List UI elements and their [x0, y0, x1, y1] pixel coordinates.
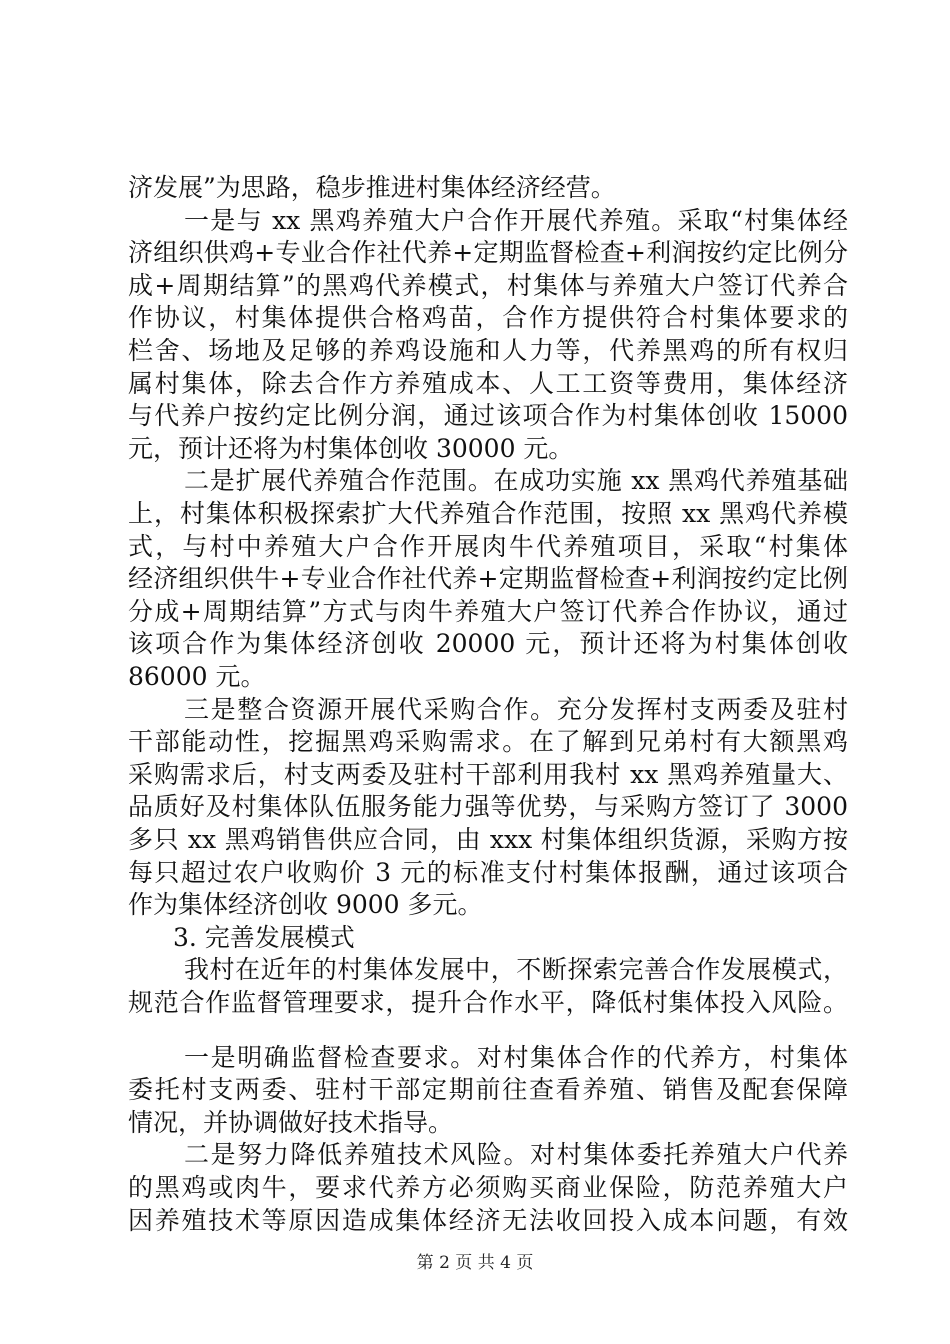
paragraph-line: 作为集体经济创收 9000 多元。 — [128, 890, 483, 919]
section-heading: 3. 完善发展模式 — [173, 923, 355, 952]
page-number-footer: 第 2 页 共 4 页 — [416, 1253, 534, 1273]
paragraph-line: 分成+周期结算”方式与肉牛养殖大户签订代养合作协议，通过 — [128, 597, 848, 626]
paragraph-line: 济发展”为思路，稳步推进村集体经济经营。 — [128, 173, 616, 202]
paragraph-line: 每只超过农户收购价 3 元的标准支付村集体报酬，通过该项合 — [128, 858, 848, 887]
paragraph-line: 采购需求后，村支两委及驻村干部利用我村 xx 黑鸡养殖量大、 — [128, 760, 848, 789]
paragraph-line: 一是明确监督检查要求。对村集体合作的代养方，村集体 — [184, 1043, 848, 1072]
paragraph-line: 经济组织供牛+专业合作社代养+定期监督检查+利润按约定比例 — [128, 564, 848, 593]
paragraph-line: 情况，并协调做好技术指导。 — [128, 1108, 454, 1137]
paragraph-line: 因养殖技术等原因造成集体经济无法收回投入成本问题，有效 — [128, 1206, 848, 1235]
paragraph-line: 二是扩展代养殖合作范围。在成功实施 xx 黑鸡代养殖基础 — [184, 466, 848, 495]
paragraph-line: 我村在近年的村集体发展中，不断探索完善合作发展模式， — [184, 955, 848, 984]
paragraph-line: 的黑鸡或肉牛，要求代养方必须购买商业保险，防范养殖大户 — [128, 1173, 848, 1202]
paragraph-line: 一是与 xx 黑鸡养殖大户合作开展代养殖。采取“村集体经 — [184, 206, 848, 235]
paragraph-line: 86000 元。 — [128, 662, 266, 691]
paragraph-line: 与代养户按约定比例分润，通过该项合作为村集体创收 15000 — [128, 401, 848, 430]
paragraph-line: 规范合作监督管理要求，提升合作水平，降低村集体投入风险。 — [128, 988, 848, 1017]
paragraph-line: 多只 xx 黑鸡销售供应合同，由 xxx 村集体组织货源，采购方按 — [128, 825, 848, 854]
paragraph-line: 作协议，村集体提供合格鸡苗，合作方提供符合村集体要求的 — [128, 303, 848, 332]
paragraph-line: 三是整合资源开展代采购合作。充分发挥村支两委及驻村 — [184, 695, 848, 724]
paragraph-line: 元，预计还将为村集体创收 30000 元。 — [128, 434, 574, 463]
paragraph-line: 成+周期结算”的黑鸡代养模式，村集体与养殖大户签订代养合 — [128, 271, 848, 300]
paragraph-line: 品质好及村集体队伍服务能力强等优势，与采购方签订了 3000 — [128, 792, 848, 821]
paragraph-line: 上，村集体积极探索扩大代养殖合作范围，按照 xx 黑鸡代养模 — [128, 499, 848, 528]
paragraph-line: 委托村支两委、驻村干部定期前往查看养殖、销售及配套保障 — [128, 1075, 848, 1104]
paragraph-line: 栏舍、场地及足够的养鸡设施和人力等，代养黑鸡的所有权归 — [128, 336, 848, 365]
paragraph-line: 该项合作为集体经济创收 20000 元，预计还将为村集体创收 — [128, 629, 848, 658]
paragraph-line: 济组织供鸡+专业合作社代养+定期监督检查+利润按约定比例分 — [128, 238, 848, 267]
paragraph-line: 干部能动性，挖掘黑鸡采购需求。在了解到兄弟村有大额黑鸡 — [128, 727, 848, 756]
paragraph-line: 式，与村中养殖大户合作开展肉牛代养殖项目，采取“村集体 — [128, 532, 848, 561]
paragraph-line: 二是努力降低养殖技术风险。对村集体委托养殖大户代养 — [184, 1140, 848, 1169]
paragraph-line: 属村集体，除去合作方养殖成本、人工工资等费用，集体经济 — [128, 369, 848, 398]
